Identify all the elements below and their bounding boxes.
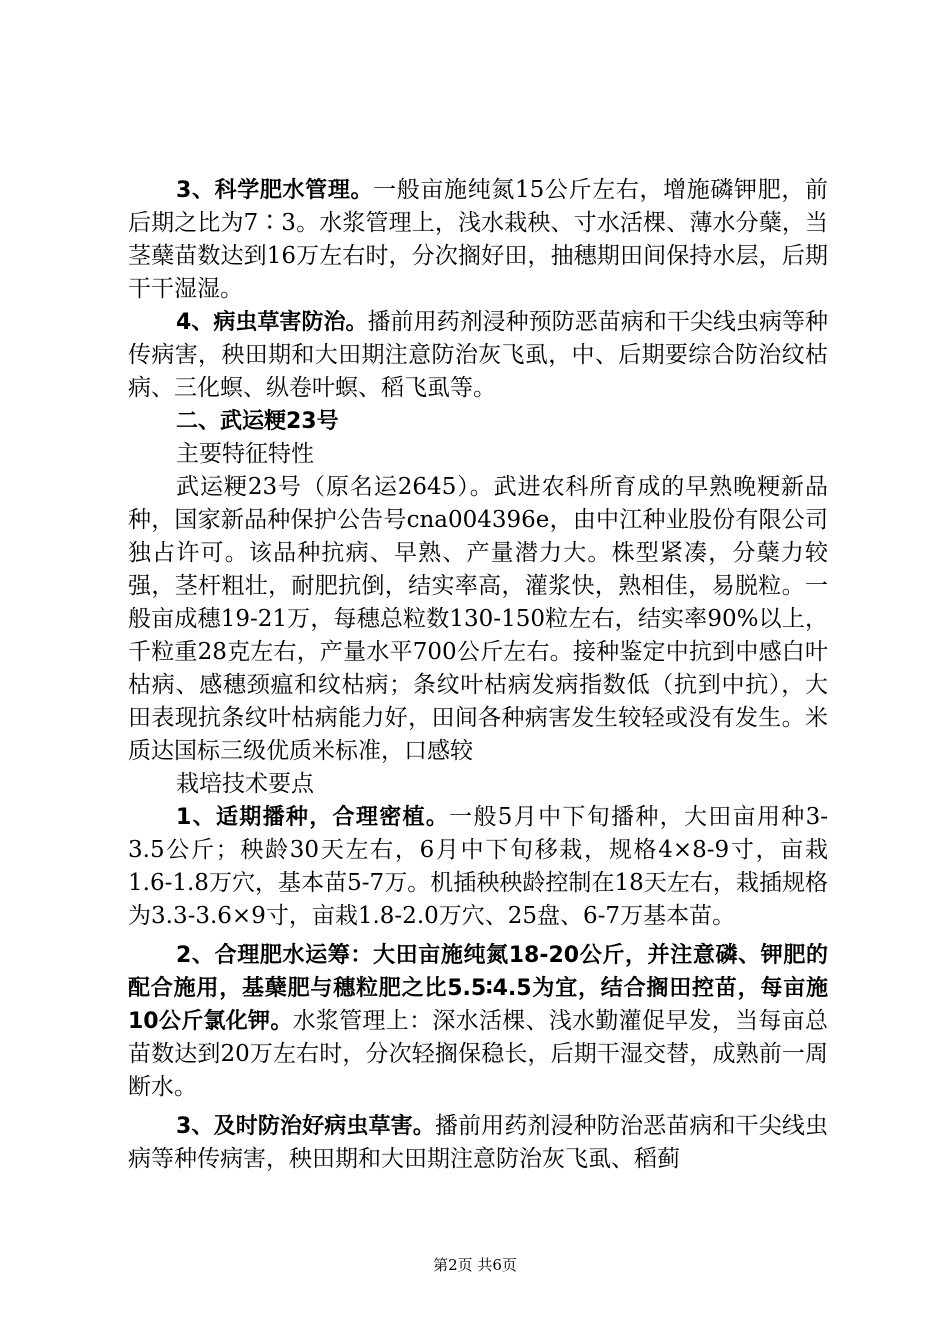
- paragraph-fertilizer-plan: [128, 939, 828, 1104]
- paragraph-pest-control: [128, 306, 828, 405]
- paragraph-pest-prevention: [128, 1110, 828, 1176]
- paragraph-text: 一般5月中下旬播种，大田亩用种3-3.5公斤；秧龄30天左右，6月中下旬移栽，规格4×8-9寸，亩栽1.6-1.8万穴，基本苗5-7万。机插秧秧龄控制在18天左右，栽插规格为3.3-3.6×9寸，亩栽1.8-2.0万穴、25盘、6-7万基本苗。: [128, 804, 828, 929]
- paragraph-lead: 2、合理肥水运筹：大田亩施纯氮18-20公斤，并注意磷、钾肥的配合施用，基蘖肥与穗粒肥之比5.5∶4.5为宜，结合搁田控苗，每亩施10公斤氯化钾。: [128, 943, 828, 1034]
- page-footer: 第2页 共6页: [433, 1256, 517, 1274]
- paragraph-lead: 3、及时防治好病虫草害。: [176, 1114, 435, 1139]
- document-body: [128, 174, 828, 1176]
- paragraph-text: 一般亩施纯氮15公斤左右，增施磷钾肥，前后期之比为7∶3。水浆管理上，浅水栽秧、寸水活棵、薄水分蘖，当茎蘖苗数达到16万左右时，分次搁好田，抽穗期田间保持水层，后期干干湿湿。: [128, 177, 828, 302]
- paragraph-text: 播前用药剂浸种预防恶苗病和干尖线虫病等种传病害，秧田期和大田期注意防治灰飞虱，中、后期要综合防治纹枯病、三化螟、纵卷叶螟、稻飞虱等。: [128, 309, 828, 401]
- paragraph-text: 武运粳23号（原名运2645）。武进农科所育成的早熟晚粳新品种，国家新品种保护公告号cna004396e，由中江种业股份有限公司独占许可。该品种抗病、早熟、产量潜力大。株型紧凑，分蘖力较强，茎杆粗壮，耐肥抗倒，结实率高，灌浆快，熟相佳，易脱粒。一般亩成穗19-21万，每穗总粒数130-150粒左右，结实率90%以上，千粒重28克左右，产量水平700公斤左右。接种鉴定中抗到中感白叶枯病、感穗颈瘟和纹枯病；条纹叶枯病发病指数低（抗到中抗），大田表现抗条纹叶枯病能力好，田间各种病害发生较轻或没有发生。米质达国标三级优质米标准，口感较: [128, 474, 828, 764]
- subheading-characteristics: 主要特征特性: [176, 441, 314, 467]
- paragraph-variety-description: [128, 471, 828, 768]
- paragraph-text: 播前用药剂浸种防治恶苗病和干尖线虫病等种传病害，秧田期和大田期注意防治灰飞虱、稻蓟: [128, 1113, 828, 1172]
- paragraph-lead: 1、适期播种，合理密植。: [176, 805, 450, 830]
- paragraph-lead: 3、科学肥水管理。: [176, 178, 374, 203]
- paragraph-fertilizer-water: [128, 174, 828, 306]
- paragraph-lead: 4、病虫草害防治。: [176, 310, 368, 335]
- paragraph-text: 水浆管理上：深水活棵、浅水勤灌促早发，当每亩总苗数达到20万左右时，分次轻搁保稳长，后期干湿交替，成熟前一周断水。: [128, 1008, 828, 1100]
- paragraph-sowing: [128, 801, 828, 933]
- subheading-cultivation: 栽培技术要点: [176, 771, 314, 797]
- section-heading: 二、武运粳23号: [176, 409, 339, 434]
